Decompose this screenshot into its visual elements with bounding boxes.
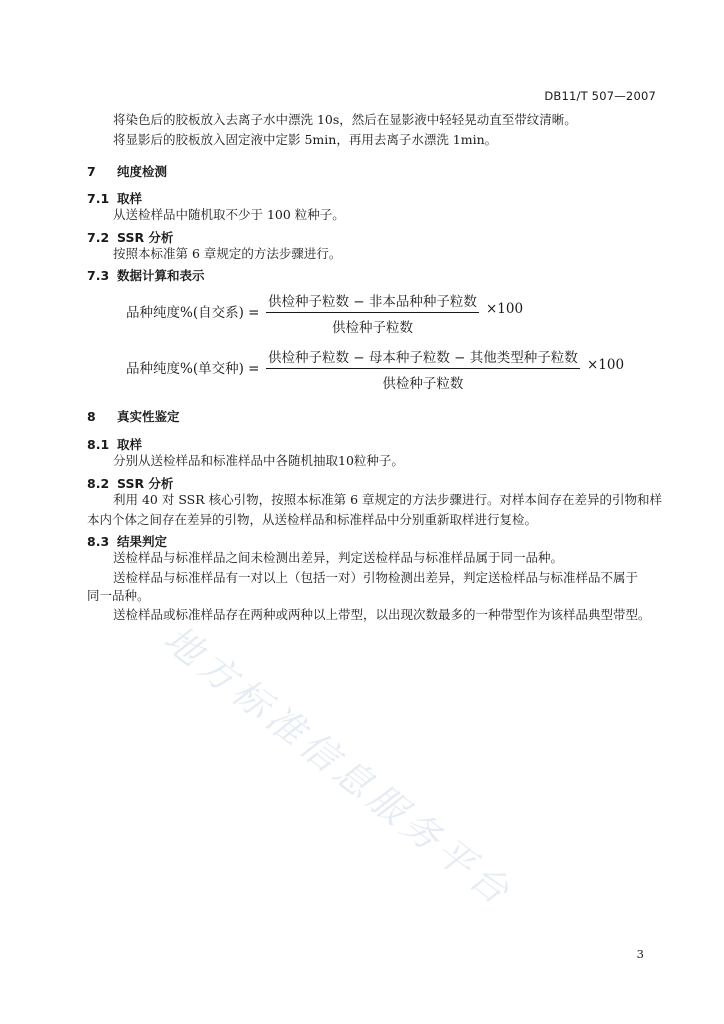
section-8-3-result-1: 送检样品与标准样品之间未检测出差异，判定送检样品与标准样品属于同一品种。: [113, 550, 564, 565]
section-7-1-title: 取样: [117, 191, 143, 206]
section-8-2-text-line-2: 本内个体之间存在差异的引物，从送检样品和标准样品中分别重新取样进行复检。: [87, 512, 538, 527]
formula-1-numerator: 供检种子粒数 − 非本品种种子粒数: [266, 290, 479, 313]
paragraph-fix: 将显影后的胶板放入固定液中定影 5min，再用去离子水漂洗 1min。: [113, 132, 498, 147]
section-7-1-text: 从送检样品中随机取不少于 100 粒种子。: [113, 207, 345, 222]
formula-2-multiplier: ×100: [587, 357, 625, 373]
formula-inbred-purity: [0, 290, 724, 336]
section-7-heading: [87, 162, 167, 180]
formula-1-denominator: 供检种子粒数: [331, 320, 413, 336]
section-7-1-number: 7.1: [87, 191, 110, 206]
formula-1-multiplier: ×100: [486, 301, 524, 317]
section-7-number: 7: [87, 164, 96, 179]
formula-hybrid-purity: [0, 346, 724, 392]
section-7-3-number: 7.3: [87, 268, 110, 283]
paragraph-rinse: 将染色后的胶板放入去离子水中漂洗 10s，然后在显影液中轻轻晃动直至带纹清晰。: [113, 112, 577, 127]
watermark: 地方标准信息服务平台: [155, 617, 522, 916]
section-8-number: 8: [87, 409, 96, 424]
section-8-2-text-line-1: 利用 40 对 SSR 核心引物，按照本标准第 6 章规定的方法步骤进行。对样本间存在差异的引物和样: [113, 492, 663, 507]
section-8-2-number: 8.2: [87, 476, 110, 491]
section-8-3-number: 8.3: [87, 534, 110, 549]
section-8-1-number: 8.1: [87, 437, 110, 452]
section-7-title: 纯度检测: [117, 164, 168, 179]
section-8-3-result-3: 送检样品或标准样品存在两种或两种以上带型，以出现次数最多的一种带型作为该样品典型带型。: [113, 607, 651, 622]
section-8-3-result-2-line-1: 送检样品与标准样品有一对以上（包括一对）引物检测出差异，判定送检样品与标准样品不属于: [113, 570, 639, 585]
section-8-title: 真实性鉴定: [117, 409, 180, 424]
section-7-3-heading: [87, 266, 205, 284]
formula-2-fraction: [266, 346, 580, 392]
section-8-1-text: 分别从送检样品和标准样品中各随机抽取10粒种子。: [113, 453, 404, 468]
section-8-3-title: 结果判定: [117, 534, 168, 549]
section-8-heading: [87, 407, 180, 425]
section-8-1-title: 取样: [117, 437, 143, 452]
formula-1-lhs: 品种纯度%(自交系) =: [126, 305, 260, 321]
section-7-2-title: SSR 分析: [117, 230, 174, 245]
formula-1-fraction: [266, 290, 479, 336]
section-7-2-number: 7.2: [87, 230, 110, 245]
formula-2-denominator: 供检种子粒数: [382, 376, 464, 392]
section-8-3-result-2-line-2: 同一品种。: [87, 588, 150, 603]
formula-2-lhs: 品种纯度%(单交种) =: [126, 361, 260, 377]
section-7-2-text: 按照本标准第 6 章规定的方法步骤进行。: [113, 246, 342, 261]
page-number: 3: [636, 947, 644, 961]
section-7-3-title: 数据计算和表示: [117, 268, 205, 283]
document-code: DB11/T 507—2007: [544, 89, 656, 103]
formula-2-numerator: 供检种子粒数 − 母本种子粒数 − 其他类型种子粒数: [266, 346, 580, 369]
section-8-2-title: SSR 分析: [117, 476, 174, 491]
